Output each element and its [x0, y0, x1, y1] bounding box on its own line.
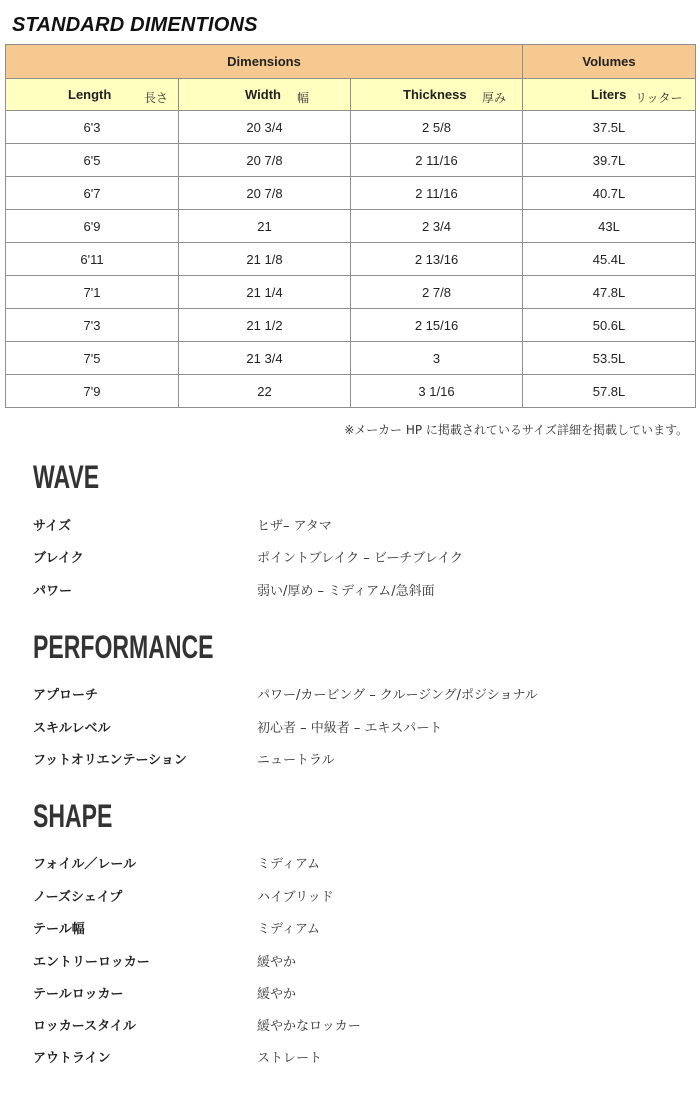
cell-liters: 39.7L: [523, 144, 696, 177]
spec-row: [33, 515, 673, 535]
column-header-liters: [523, 79, 696, 111]
spec-value: パワー/カービング – クルージング/ポジショナル: [257, 688, 538, 703]
column-header-length: [6, 79, 179, 111]
cell-thickness: 2 13/16: [351, 243, 523, 276]
spec-row: [33, 886, 673, 906]
spec-label: スキルレベル: [33, 721, 111, 736]
column-header-row: [6, 79, 696, 111]
group-header-row: [6, 45, 696, 79]
cell-thickness: 2 5/8: [351, 111, 523, 144]
cell-length: 6'11: [6, 243, 179, 276]
table-row: [6, 144, 696, 177]
cell-thickness: 3 1/16: [351, 375, 523, 408]
spec-row: [33, 580, 673, 600]
spec-row: [33, 983, 673, 1003]
spec-label: サイズ: [33, 519, 71, 534]
spec-row: [33, 717, 673, 737]
column-header-label: Length: [68, 87, 112, 102]
table-row: [6, 177, 696, 210]
table-body: [6, 111, 696, 408]
spec-value: ミディアム: [257, 857, 321, 872]
cell-liters: 40.7L: [523, 177, 696, 210]
size-source-note: ※メーカー HP に掲載されているサイズ詳細を掲載しています。: [344, 423, 688, 437]
spec-row: [33, 1047, 673, 1067]
spec-label: テールロッカー: [33, 987, 124, 1002]
section-title-wave: WAVE: [33, 459, 100, 495]
spec-row: [33, 951, 673, 971]
cell-thickness: 2 7/8: [351, 276, 523, 309]
cell-width: 21 3/4: [179, 342, 351, 375]
cell-thickness: 2 3/4: [351, 210, 523, 243]
spec-row: [33, 1015, 673, 1035]
spec-label: フォイル／レール: [33, 857, 137, 872]
cell-width: 21 1/2: [179, 309, 351, 342]
spec-value: ニュートラル: [257, 753, 335, 768]
spec-label: ノーズシェイプ: [33, 890, 123, 905]
spec-value: ヒザ– アタマ: [257, 519, 332, 534]
cell-length: 7'1: [6, 276, 179, 309]
cell-thickness: 3: [351, 342, 523, 375]
cell-length: 7'9: [6, 375, 179, 408]
column-header-width: [179, 79, 351, 111]
spec-row: [33, 547, 673, 567]
cell-width: 20 3/4: [179, 111, 351, 144]
column-header-label-jp: 幅: [297, 91, 310, 105]
column-header-label-jp: リッター: [635, 91, 683, 105]
cell-length: 7'3: [6, 309, 179, 342]
table-row: [6, 309, 696, 342]
cell-width: 20 7/8: [179, 177, 351, 210]
section-title-performance: PERFORMANCE: [33, 629, 214, 665]
spec-row: [33, 749, 673, 769]
spec-value: ストレート: [257, 1051, 323, 1066]
cell-length: 7'5: [6, 342, 179, 375]
cell-thickness: 2 11/16: [351, 144, 523, 177]
cell-length: 6'3: [6, 111, 179, 144]
spec-value: ポイントブレイク – ビーチブレイク: [257, 551, 463, 566]
cell-liters: 50.6L: [523, 309, 696, 342]
volumes-group-header: Volumes: [523, 45, 696, 79]
spec-value: 初心者 – 中級者 – エキスパート: [257, 721, 443, 736]
table-row: [6, 342, 696, 375]
cell-liters: 43L: [523, 210, 696, 243]
spec-value: ミディアム: [257, 922, 321, 937]
cell-length: 6'5: [6, 144, 179, 177]
cell-liters: 37.5L: [523, 111, 696, 144]
spec-value: 緩やか: [257, 987, 297, 1002]
cell-thickness: 2 15/16: [351, 309, 523, 342]
table-row: [6, 243, 696, 276]
cell-liters: 57.8L: [523, 375, 696, 408]
cell-width: 21 1/8: [179, 243, 351, 276]
column-header-label-jp: 厚み: [482, 91, 507, 105]
table-row: [6, 210, 696, 243]
cell-thickness: 2 11/16: [351, 177, 523, 210]
spec-label: アウトライン: [33, 1051, 111, 1066]
table-row: [6, 276, 696, 309]
dimensions-group-header: Dimensions: [6, 45, 523, 79]
column-header-thickness: [351, 79, 523, 111]
cell-width: 21: [179, 210, 351, 243]
cell-length: 6'7: [6, 177, 179, 210]
spec-value: 緩やか: [257, 955, 297, 970]
spec-value: ハイブリッド: [257, 890, 334, 905]
page-title: STANDARD DIMENTIONS: [12, 14, 258, 36]
cell-liters: 47.8L: [523, 276, 696, 309]
spec-label: フットオリエンテーション: [33, 753, 187, 768]
spec-row: [33, 918, 673, 938]
column-header-label: Width: [245, 87, 281, 102]
spec-row: [33, 853, 673, 873]
spec-label: エントリーロッカー: [33, 955, 150, 970]
spec-label: パワー: [33, 584, 73, 599]
table-row: [6, 111, 696, 144]
cell-width: 20 7/8: [179, 144, 351, 177]
spec-label: テール幅: [33, 922, 85, 937]
cell-liters: 53.5L: [523, 342, 696, 375]
dimensions-table: [5, 44, 696, 408]
spec-value: 緩やかなロッカー: [257, 1019, 361, 1034]
spec-value: 弱い/厚め – ミディアム/急斜面: [257, 584, 435, 599]
column-header-label-jp: 長さ: [144, 91, 169, 105]
spec-label: ブレイク: [33, 551, 84, 566]
spec-row: [33, 684, 673, 704]
spec-label: アプローチ: [33, 688, 99, 703]
column-header-label: Thickness: [403, 87, 467, 102]
cell-width: 22: [179, 375, 351, 408]
cell-length: 6'9: [6, 210, 179, 243]
table-row: [6, 375, 696, 408]
cell-width: 21 1/4: [179, 276, 351, 309]
column-header-label: Liters: [591, 87, 627, 102]
section-title-shape: SHAPE: [33, 798, 113, 834]
spec-label: ロッカースタイル: [33, 1019, 136, 1034]
cell-liters: 45.4L: [523, 243, 696, 276]
